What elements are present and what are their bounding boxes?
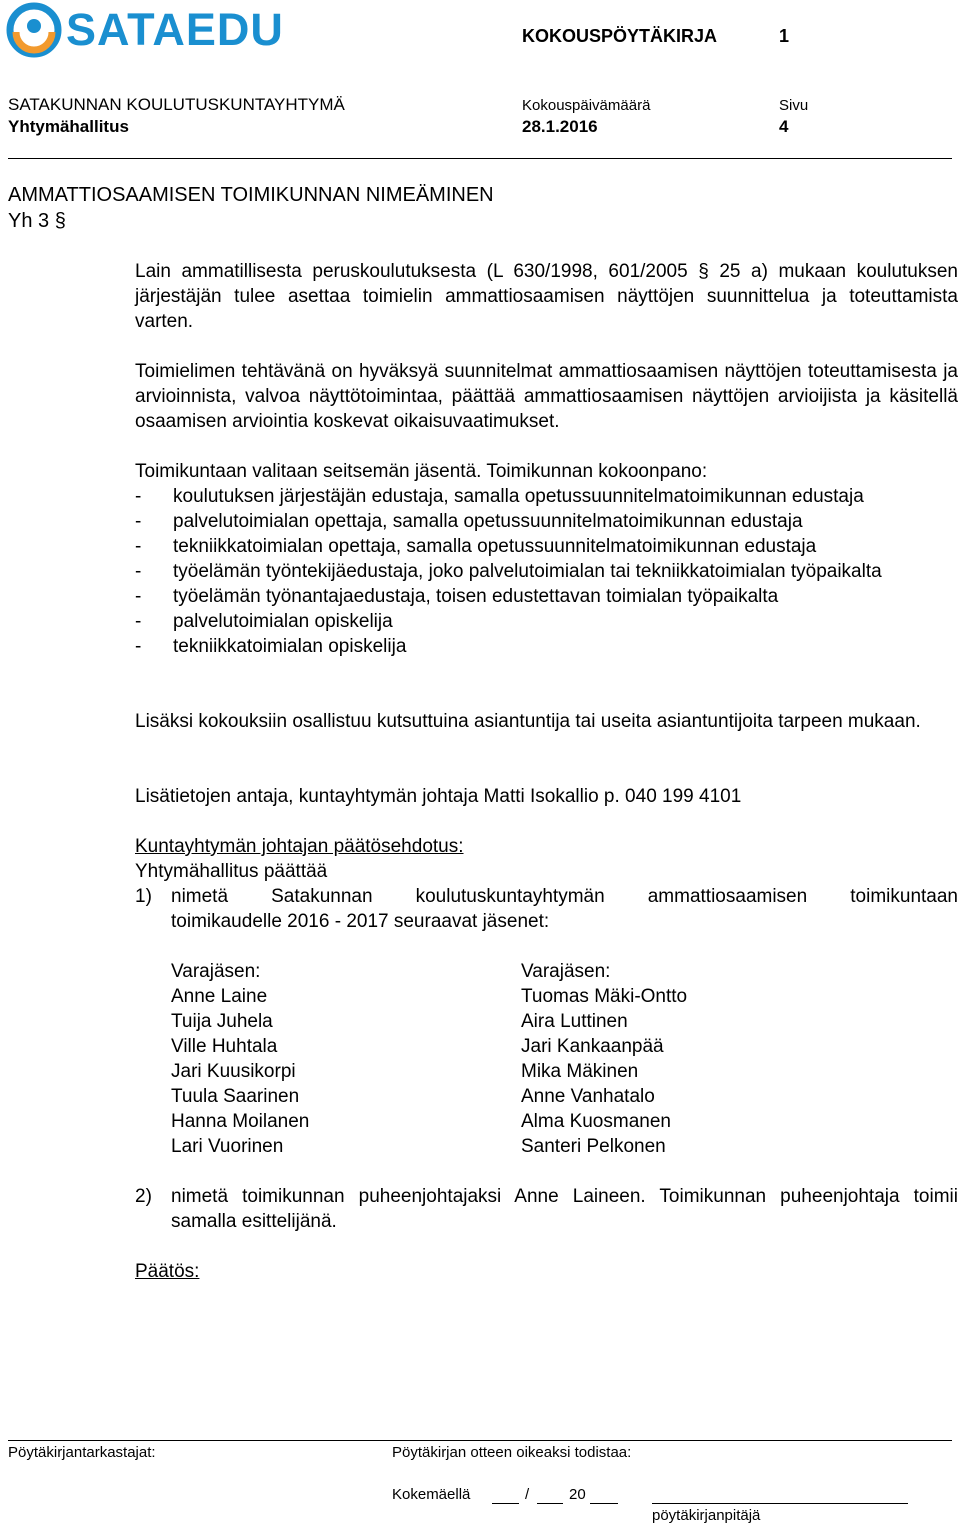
document-type: KOKOUSPÖYTÄKIRJA xyxy=(522,26,718,46)
proposal-intro: Yhtymähallitus päättää xyxy=(135,861,328,882)
list-item: Lari Vuorinen xyxy=(171,1136,284,1157)
organization-name: SATAKUNNAN KOULUTUSKUNTAYHTYMÄ xyxy=(8,95,345,114)
year-blank xyxy=(590,1503,618,1504)
members-left-column xyxy=(171,959,309,1159)
paragraph-composition-intro: Toimikuntaan valitaan seitsemän jäsentä. Toimikunnan kokoonpano: xyxy=(135,461,708,482)
header-divider xyxy=(8,158,952,159)
list-item: - työelämän työnantajaedustaja, toisen edustettavan toimialan työpaikalta xyxy=(135,586,779,607)
decision-heading: Päätös: xyxy=(135,1261,200,1282)
list-item: Mika Mäkinen xyxy=(521,1061,639,1082)
date-label: Kokouspäivämäärä xyxy=(522,97,651,114)
list-item: Anne Laine xyxy=(171,986,268,1007)
section-item-number: Yh 3 § xyxy=(8,210,66,232)
paragraph-contact: Lisätietojen antaja, kuntayhtymän johtaja Matti Isokallio p. 040 199 4101 xyxy=(135,786,742,807)
date-value: 28.1.2016 xyxy=(522,117,598,136)
sataedu-logo xyxy=(6,2,284,60)
proposal-item1-line2: toimikaudelle 2016 - 2017 seuraavat jäsenet: xyxy=(171,911,550,932)
certified-label: Pöytäkirjan otteen oikeaksi todistaa: xyxy=(392,1444,632,1461)
document-number: 1 xyxy=(779,26,790,46)
list-item: Jari Kuusikorpi xyxy=(171,1061,296,1082)
list-item: Aira Luttinen xyxy=(521,1011,628,1032)
list-item: - työelämän työntekijäedustaja, joko palvelutoimialan tai tekniikkatoimialan työpaikalta xyxy=(135,561,882,582)
paragraph-duties: Toimielimen tehtävänä on hyväksyä suunnitelmat ammattiosaamisen näyttöjen toteuttamisesta ja arvioinnista, valvoa näyttötoimintaa, päättää ammattiosaamisen näyttöjen arvioijista ja käsitellä osaamisen arviointia koskevat oikaisuvaatimukset. xyxy=(135,361,958,432)
page-value: 4 xyxy=(779,117,789,136)
section-title: AMMATTIOSAAMISEN TOIMIKUNNAN NIMEÄMINEN xyxy=(8,184,494,206)
month-blank xyxy=(537,1503,563,1504)
sataedu-logo-icon xyxy=(6,2,62,58)
proposal-item2-text: nimetä toimikunnan puheenjohtajaksi Anne Laineen. Toimikunnan puheenjohtaja toimii samalla esittelijänä. xyxy=(171,1186,958,1232)
list-item: Jari Kankaanpää xyxy=(521,1036,664,1057)
checkers-label: Pöytäkirjantarkastajat: xyxy=(8,1444,156,1461)
list-item: Tuula Saarinen xyxy=(171,1086,300,1107)
signer-label: pöytäkirjanpitäjä xyxy=(652,1507,761,1524)
list-item: Ville Huhtala xyxy=(171,1036,278,1057)
footer-divider xyxy=(8,1440,952,1441)
list-item: Tuija Juhela xyxy=(171,1011,273,1032)
year-prefix: 20 xyxy=(569,1486,586,1503)
list-item: - koulutuksen järjestäjän edustaja, samalla opetussuunnitelmatoimikunnan edustaja xyxy=(135,486,864,507)
paragraph-legal-basis: Lain ammatillisesta peruskoulutuksesta (L 630/1998, 601/2005 § 25 a) mukaan koulutuksen järjestäjän tulee asettaa toimielin ammattiosaamisen näyttöjen suunnittelua ja toteuttamista varten. xyxy=(135,261,958,332)
proposal-item2-number: 2) xyxy=(135,1186,152,1207)
list-item: - tekniikkatoimialan opiskelija xyxy=(135,636,407,657)
signature-line xyxy=(652,1503,908,1504)
list-item: Alma Kuosmanen xyxy=(521,1111,671,1132)
members-left-header: Varajäsen: xyxy=(171,961,261,982)
date-slash: / xyxy=(525,1486,530,1503)
logo-wordmark: SATAEDU xyxy=(66,4,284,55)
list-item: Hanna Moilanen xyxy=(171,1111,310,1132)
day-blank xyxy=(492,1503,519,1504)
proposal-item1-number: 1) xyxy=(135,886,152,907)
proposal-heading: Kuntayhtymän johtajan päätösehdotus: xyxy=(135,836,464,857)
members-right-header: Varajäsen: xyxy=(521,961,611,982)
list-item: - palvelutoimialan opettaja, samalla opetussuunnitelmatoimikunnan edustaja xyxy=(135,511,803,532)
members-right-column xyxy=(521,959,687,1159)
list-item: Tuomas Mäki-Ontto xyxy=(521,986,688,1007)
organ-name: Yhtymähallitus xyxy=(8,117,129,136)
page-label: Sivu xyxy=(779,97,809,114)
signature-place: Kokemäellä xyxy=(392,1486,471,1503)
list-item: Santeri Pelkonen xyxy=(521,1136,666,1157)
paragraph-experts: Lisäksi kokouksiin osallistuu kutsuttuina asiantuntija tai useita asiantuntijoita tarpeen mukaan. xyxy=(135,711,921,732)
list-item: - palvelutoimialan opiskelija xyxy=(135,611,393,632)
list-item: Anne Vanhatalo xyxy=(521,1086,655,1107)
proposal-item1-line1: nimetä Satakunnan koulutuskuntayhtymän ammattiosaamisen toimikuntaan xyxy=(171,886,958,907)
list-item: - tekniikkatoimialan opettaja, samalla opetussuunnitelmatoimikunnan edustaja xyxy=(135,536,817,557)
composition-list xyxy=(135,484,958,659)
